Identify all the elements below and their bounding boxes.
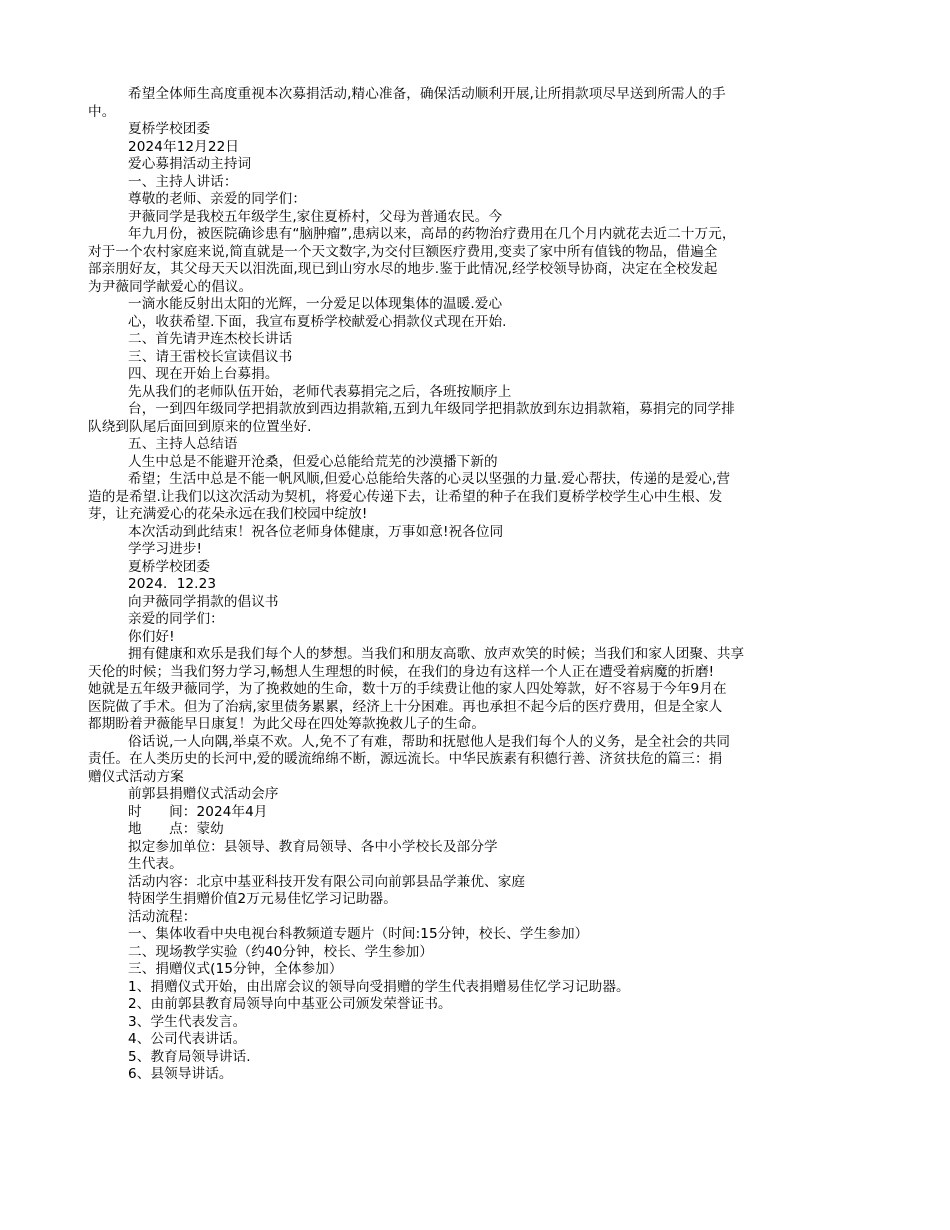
text-line: 亲爱的同学们： — [128, 611, 224, 627]
text-line: 天伦的时候；当我们努力学习,畅想人生理想的时候，在我们的身边有这样一个人正在遭受着病魔的折磨! — [88, 663, 715, 680]
text-line: 3、学生代表发言。 — [128, 1013, 247, 1030]
text-line: 为尹薇同学献爱心的倡议。 — [88, 278, 253, 295]
text-line: 你们好! — [128, 628, 175, 645]
text-line: 五、主持人总结语 — [128, 436, 238, 452]
text-line: 尊敬的老师、亲爱的同学们： — [128, 191, 307, 207]
text-line: 心，收获希望.下面，我宣布夏桥学校献爱心捐款仪式现在开始. — [128, 313, 507, 330]
text-line: 二、首先请尹连杰校长讲话 — [128, 331, 293, 347]
text-line: 生代表。 — [128, 856, 183, 872]
text-line: 5、教育局领导讲话. — [128, 1048, 251, 1065]
text-line: 向尹薇同学捐款的倡议书 — [128, 593, 279, 610]
text-line: 造的是希望.让我们以这次活动为契机，将爱心传递下去，让希望的种子在我们夏桥学校学生心中生根、发 — [88, 488, 723, 505]
text-line: 夏桥学校团委 — [128, 121, 211, 137]
document-body — [88, 86, 868, 1084]
text-line: 赠仪式活动方案 — [88, 768, 184, 785]
text-line: 1、捐赠仪式开始，由出席会议的领导向受捐赠的学生代表捐赠易佳忆学习记助器。 — [128, 978, 630, 995]
text-line: 俗话说,一人向隅,举桌不欢。人,免不了有难，帮助和抚慰他人是我们每个人的义务，是全社会的共同 — [128, 733, 731, 750]
text-line: 2、由前郭县教育局领导向中基亚公司颁发荣誉证书。 — [128, 996, 452, 1012]
text-line: 一、集体收看中央电视台科教频道专题片（时间:15分钟，校长、学生参加） — [128, 926, 589, 942]
text-line: 夏桥学校团委 — [128, 558, 211, 575]
text-line: 芽，让充满爱心的花朵永远在我们校园中绽放! — [88, 506, 368, 522]
text-line: 拥有健康和欢乐是我们每个人的梦想。当我们和朋友高歌、放声欢笑的时候；当我们和家人团聚、共享 — [128, 646, 745, 662]
text-line: 对于一个农村家庭来说,简直就是一个天文数字,为交付巨额医疗费用,变卖了家中所有值钱的物品，借遍全 — [88, 243, 718, 260]
text-line: 都期盼着尹薇能早日康复！为此父母在四处筹款挽救儿子的生命。 — [88, 716, 486, 732]
text-line: 活动内容：北京中基亚科技开发有限公司向前郭县品学兼优、家庭 — [128, 873, 526, 890]
text-line: 学学习进步! — [128, 541, 203, 557]
text-line: 本次活动到此结束！祝各位老师身体健康，万事如意!祝各位同 — [128, 523, 504, 540]
text-line: 年九月份，被医院确诊患有“脑肿瘤”,患病以来，高昂的药物治疗费用在几个月内就花去近二十万元， — [128, 226, 736, 242]
text-line: 队绕到队尾后面回到原来的位置坐好. — [88, 418, 312, 435]
text-line: 她就是五年级尹薇同学，为了挽救她的生命，数十万的手续费让他的家人四处筹款，好不容易于今年9月在 — [88, 681, 727, 697]
text-line: 活动流程： — [128, 908, 197, 925]
text-line: 中。 — [88, 103, 116, 120]
text-line: 一滴水能反射出太阳的光辉，一分爱足以体现集体的温暖.爱心 — [128, 296, 503, 312]
text-line: 一、主持人讲话： — [128, 173, 238, 190]
text-line: 医院做了手术。但为了治病,家里债务累累，经济上十分困难。再也承担不起今后的医疗费用，但是全家人 — [88, 698, 723, 715]
text-line: 4、公司代表讲话。 — [128, 1031, 247, 1047]
text-line: 台，一到四年级同学把捐款放到西边捐款箱,五到九年级同学把捐款放到东边捐款箱，募捐完的同学排 — [128, 401, 735, 417]
text-line: 三、请王雷校长宣读倡议书 — [128, 348, 293, 365]
text-line: 特困学生捐赠价值2万元易佳忆学习记助器。 — [128, 891, 397, 907]
text-line: 2024年12月22日 — [128, 138, 240, 155]
text-line: 希望；生活中总是不能一帆风顺,但爱心总能给失落的心灵以坚强的力量.爱心帮扶，传递的是爱心,营 — [128, 471, 731, 487]
text-line: 二、现场教学实验（约40分钟，校长、学生参加） — [128, 943, 434, 960]
text-line: 2024．12.23 — [128, 576, 217, 592]
text-line: 地 点：蒙幼 — [128, 821, 224, 837]
text-line: 尹薇同学是我校五年级学生,家住夏桥村，父母为普通农民。今 — [128, 208, 503, 225]
text-line: 拟定参加单位：县领导、教育局领导、各中小学校长及部分学 — [128, 838, 498, 855]
text-line: 6、县领导讲话。 — [128, 1066, 233, 1082]
text-line: 爱心募捐活动主持词 — [128, 156, 252, 172]
text-line: 时 间：2024年4月 — [128, 803, 268, 820]
text-line: 三、捐赠仪式(15分钟，全体参加） — [128, 961, 343, 977]
text-line: 人生中总是不能避开沧桑，但爱心总能给荒芜的沙漠播下新的 — [128, 453, 498, 470]
text-line: 前郭县捐赠仪式活动会序 — [128, 786, 279, 802]
text-line: 四、现在开始上台募捐。 — [128, 366, 279, 382]
text-line: 部亲朋好友，其父母天天以泪洗面,现已到山穷水尽的地步.鉴于此情况,经学校领导协商，决定在全校发起 — [88, 261, 718, 277]
text-line: 希望全体师生高度重视本次募捐活动,精心准备，确保活动顺利开展,让所捐款项尽早送到所需人的手 — [128, 86, 726, 102]
text-line: 先从我们的老师队伍开始，老师代表募捐完之后，各班按顺序上 — [128, 383, 512, 400]
text-line: 责任。在人类历史的长河中,爱的暖流绵绵不断，源远流长。中华民族素有积德行善、济贫扶危的篇三：捐 — [88, 751, 723, 767]
